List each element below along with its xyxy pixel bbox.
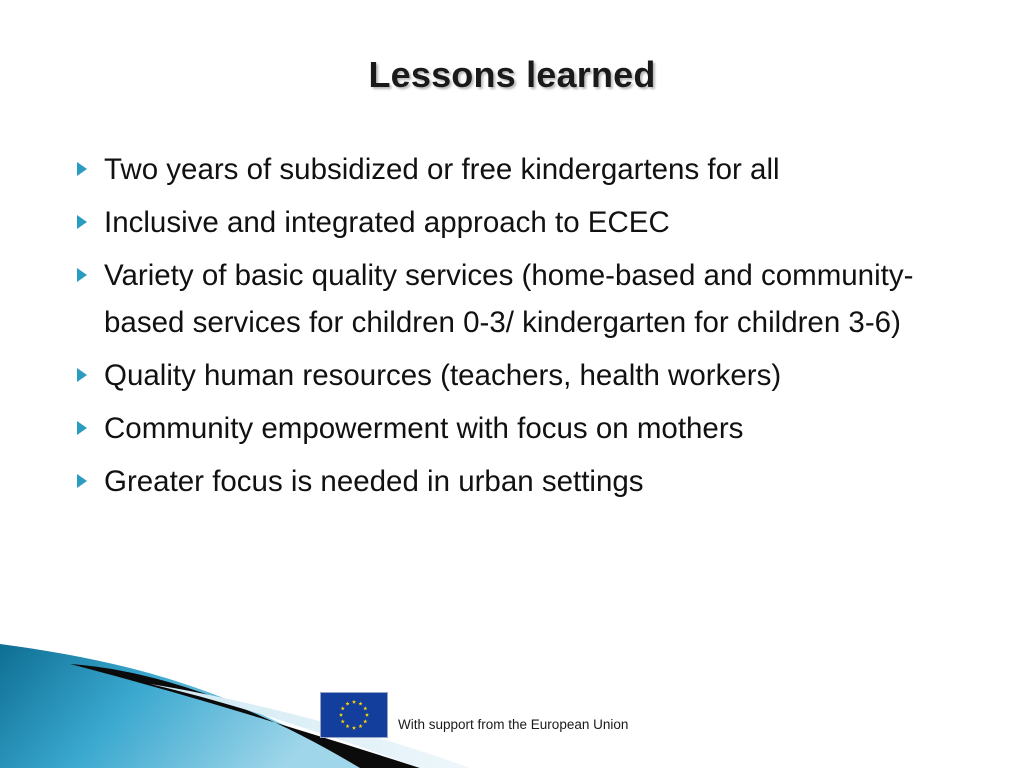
slide-title: Lessons learned: [368, 54, 656, 95]
eu-star-icon: [363, 719, 367, 723]
triangle-right-icon: [77, 421, 87, 435]
eu-star-icon: [345, 702, 349, 706]
eu-star-icon: [341, 706, 345, 710]
bullet-text: Greater focus is needed in urban settings: [104, 465, 644, 498]
eu-flag-icon: [320, 692, 388, 738]
eu-star-icon: [341, 719, 345, 723]
triangle-right-icon: [77, 268, 87, 282]
list-item: [73, 199, 973, 246]
eu-star-icon: [345, 724, 349, 728]
list-item: [73, 458, 973, 505]
list-item: [73, 352, 973, 399]
triangle-right-icon: [77, 474, 87, 488]
eu-star-icon: [352, 726, 356, 730]
triangle-right-icon: [77, 368, 87, 382]
eu-star-icon: [339, 713, 343, 717]
list-item: [73, 405, 973, 452]
eu-star-icon: [363, 706, 367, 710]
bullet-text: Two years of subsidized or free kindergartens for all: [104, 153, 780, 186]
eu-star-icon: [358, 702, 362, 706]
eu-stars-icon: [321, 693, 387, 737]
triangle-right-icon: [77, 215, 87, 229]
list-item: [73, 146, 973, 193]
bullet-text: Community empowerment with focus on mothers: [104, 412, 744, 445]
eu-star-icon: [352, 700, 356, 704]
footer-support-text: With support from the European Union: [398, 717, 629, 732]
triangle-right-icon: [77, 162, 87, 176]
eu-star-icon: [358, 724, 362, 728]
bullet-text: Inclusive and integrated approach to ECEC: [104, 206, 670, 239]
eu-star-icon: [365, 713, 369, 717]
list-item: [73, 252, 973, 346]
bullet-list: [73, 146, 973, 511]
bullet-text: Quality human resources (teachers, health workers): [104, 359, 782, 392]
bullet-text: Variety of basic quality services (home-based and community-based services for children 0-3/ kindergarten for children 3-6): [104, 259, 914, 339]
